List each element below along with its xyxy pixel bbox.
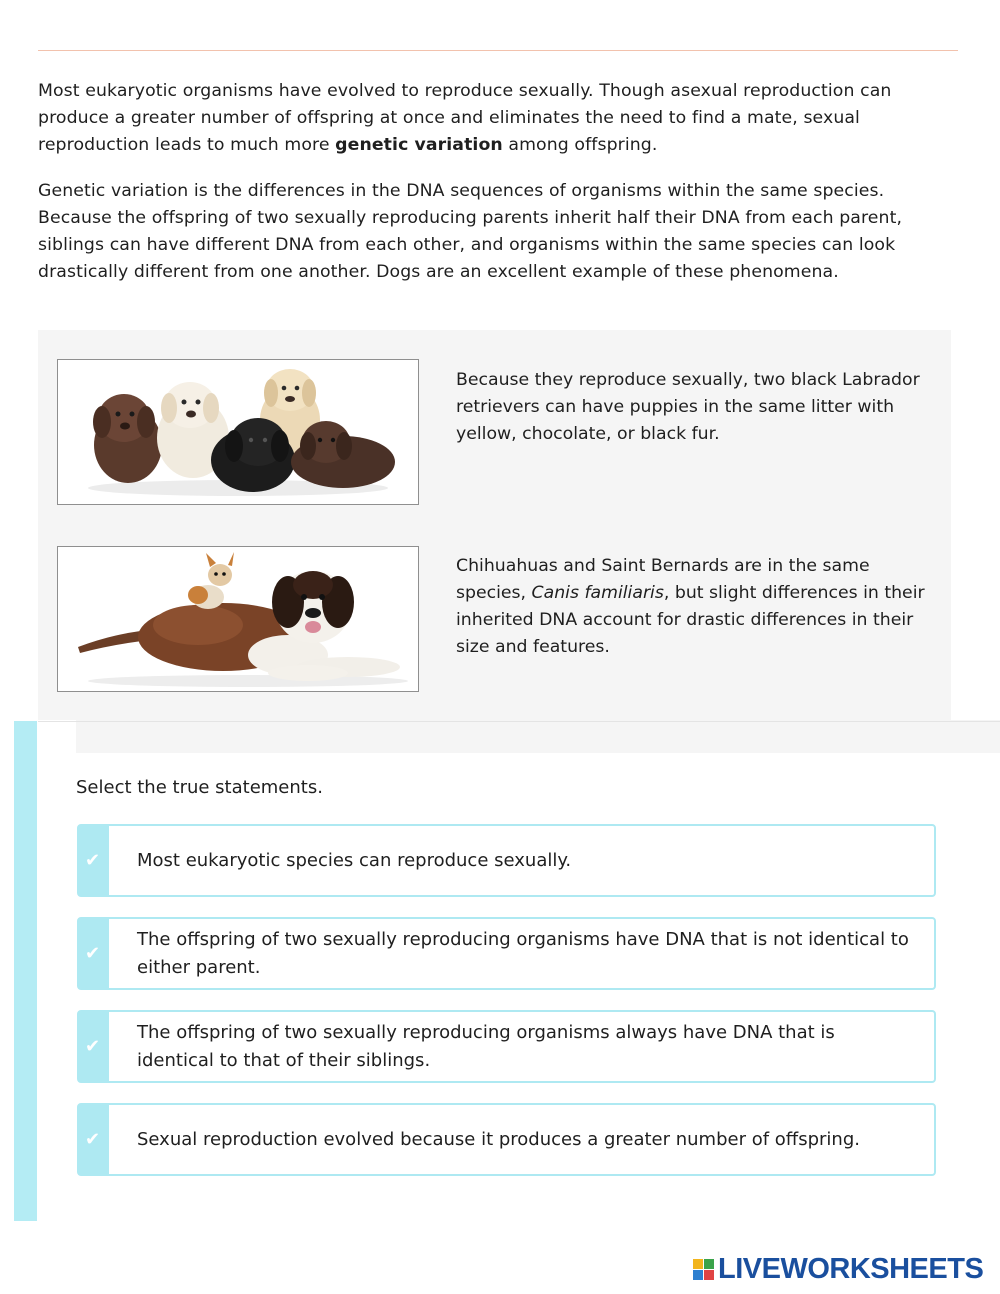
- breeds-caption: Chihuahuas and Saint Bernards are in the same species, Canis familiaris, but slight differences in their inherited DNA account for drastic differences in their size and features.: [456, 556, 925, 657]
- intro-paragraph-2: Genetic variation is the differences in the DNA sequences of organisms within the same species. Because the offspring of two sexually reproducing parents inherit half their DNA from each parent, siblings can have different DNA from each other, and organisms within the same species can look drastically different from one another. Dogs are an excellent example of these phenomena.: [38, 181, 903, 282]
- option-tab: [79, 919, 109, 988]
- answer-option-2[interactable]: [77, 917, 936, 990]
- option-tab: [79, 1012, 109, 1081]
- check-icon: ✔: [85, 849, 101, 871]
- answer-option-1[interactable]: [77, 824, 936, 897]
- intro-paragraph-1: Most eukaryotic organisms have evolved to reproduce sexually. Though asexual reproduction can produce a greater number of offspring at once and eliminates the need to find a mate, sexual reproduction leads to much more genetic variation among offspring.: [38, 81, 892, 155]
- option-text: Sexual reproduction evolved because it produces a greater number of offspring.: [137, 1128, 860, 1150]
- answer-option-4[interactable]: [77, 1103, 936, 1176]
- check-icon: ✔: [85, 1128, 101, 1150]
- option-text: Most eukaryotic species can reproduce sexually.: [137, 849, 572, 871]
- question-prompt: Select the true statements.: [76, 777, 323, 798]
- dogs-photo: [57, 546, 419, 692]
- option-text: The offspring of two sexually reproducing organisms always have DNA that is identical to that of their siblings.: [137, 1021, 835, 1071]
- labrador-caption: Because they reproduce sexually, two black Labrador retrievers can have puppies in the same litter with yellow, chocolate, or black fur.: [456, 370, 920, 444]
- check-icon: ✔: [85, 942, 101, 964]
- question-accent-bar: [14, 721, 37, 1221]
- section-divider: [38, 721, 1000, 722]
- top-divider: [38, 50, 958, 51]
- brand-logo-icon: [693, 1259, 714, 1280]
- puppies-photo: [57, 359, 419, 505]
- genetic-variation-term: genetic variation: [335, 135, 503, 155]
- option-tab: [79, 826, 109, 895]
- liveworksheets-logo: [693, 1252, 983, 1286]
- check-icon: ✔: [85, 1035, 101, 1057]
- option-tab: [79, 1105, 109, 1174]
- brand-name: LIVEWORKSHEETS: [718, 1253, 984, 1285]
- species-name: Canis familiaris: [531, 583, 664, 603]
- panel-strip: [76, 720, 1000, 753]
- answer-option-3[interactable]: [77, 1010, 936, 1083]
- option-text: The offspring of two sexually reproducing organisms have DNA that is not identical to either parent.: [137, 928, 909, 978]
